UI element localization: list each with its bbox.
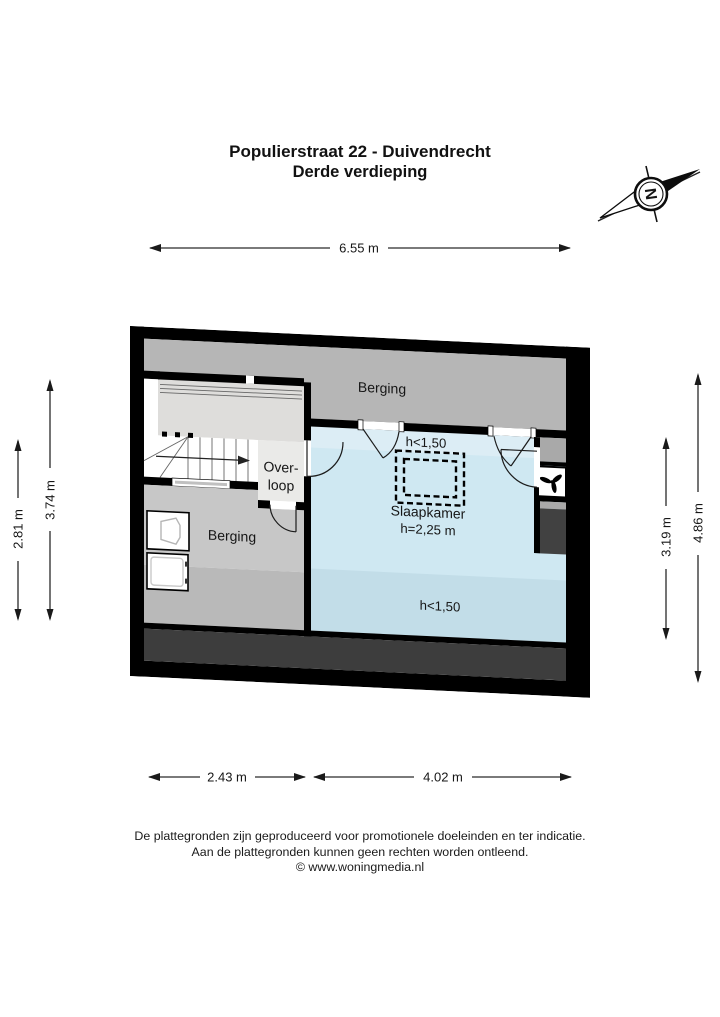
disclaimer-line-2: Aan de plattegronden kunnen geen rechten worden ontleend.	[191, 844, 529, 859]
floor-plan	[130, 326, 590, 698]
dimension-right	[650, 366, 714, 694]
stairwell-void	[144, 379, 158, 436]
disclaimer-line-1: De plattegronden zijn geproduceerd voor promotionele doeleinden en ter indicatie.	[134, 829, 586, 843]
low-headroom-label-upper: h<1,50	[405, 434, 447, 451]
dimension-left	[6, 372, 64, 632]
dimension-right-outer-label: 4.86 m	[690, 503, 706, 543]
dimension-bottom-right-label: 4.02 m	[423, 769, 463, 785]
room-label-overloop-2: loop	[267, 476, 295, 494]
washing-machine-icon	[147, 553, 188, 591]
room-label-slaapkamer: Slaapkamer	[390, 502, 466, 522]
floor-subtitle: Derde verdieping	[292, 163, 428, 181]
dimension-left-inner-label: 2.81 m	[10, 509, 26, 549]
appliance-box-icon	[147, 511, 189, 551]
inner-wall-vertical	[304, 382, 311, 638]
disclaimer-footer	[0, 829, 720, 876]
dimension-bottom-left-label: 2.43 m	[207, 769, 247, 785]
dimension-right-inner-label: 3.19 m	[658, 517, 674, 557]
dormer-block	[144, 371, 304, 443]
room-label-overloop-1: Over-	[263, 458, 299, 476]
room-label-berging-top: Berging	[357, 378, 407, 398]
copyright-line: © www.woningmedia.nl	[295, 860, 425, 875]
address-title: Populierstraat 22 - Duivendrecht	[229, 142, 491, 161]
dimension-top	[146, 237, 574, 259]
dimension-top-label: 6.55 m	[339, 240, 379, 256]
room-label-berging-left: Berging	[207, 526, 257, 545]
ceiling-height-label: h=2,25 m	[400, 520, 456, 539]
compass-north-icon	[596, 157, 702, 229]
dimension-bottom	[146, 766, 576, 788]
low-headroom-label-lower: h<1,50	[419, 597, 461, 615]
compass-letter: N	[640, 187, 660, 202]
ventilation-niche	[534, 437, 566, 555]
dimension-left-outer-label: 3.74 m	[42, 480, 58, 520]
